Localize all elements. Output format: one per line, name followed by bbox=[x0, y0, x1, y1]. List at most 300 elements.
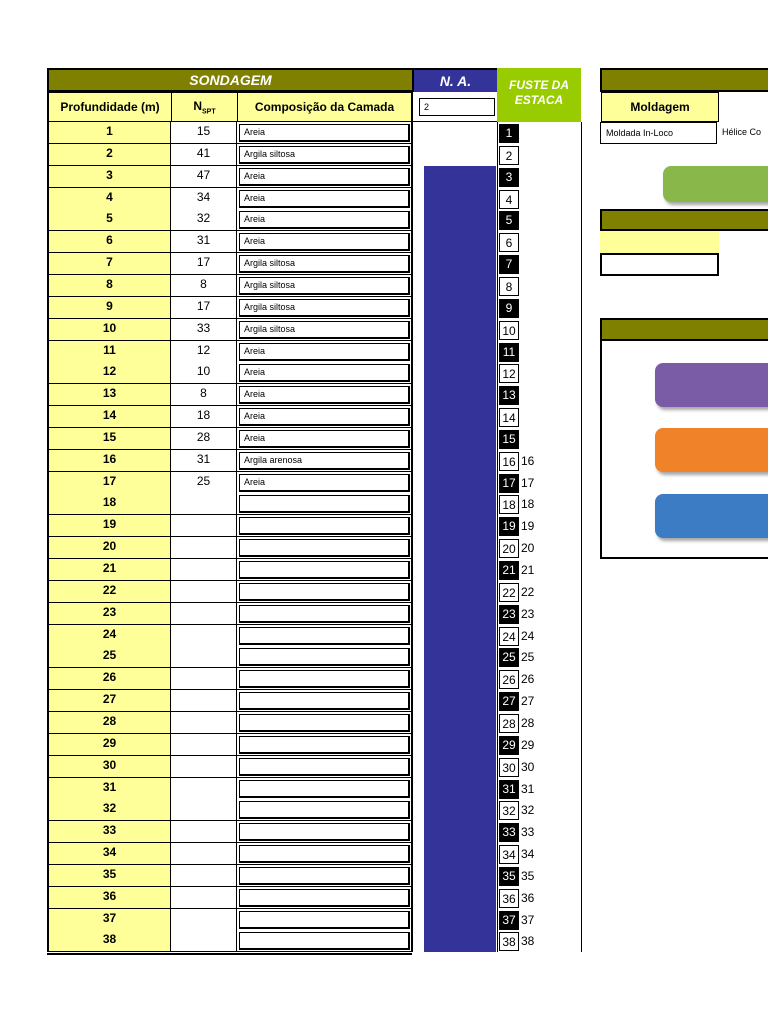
nspt-cell[interactable]: 33 bbox=[171, 319, 237, 341]
composicao-cell bbox=[237, 821, 411, 843]
fuste-cell bbox=[497, 646, 582, 668]
column-header-composicao-label: Composição da Camada bbox=[254, 100, 395, 114]
composicao-cell bbox=[237, 472, 411, 494]
nspt-cell[interactable] bbox=[171, 734, 237, 756]
table-row bbox=[47, 909, 582, 931]
nspt-cell[interactable]: 15 bbox=[171, 122, 237, 144]
fuste-depth-label: 17 bbox=[521, 475, 535, 490]
composicao-cell bbox=[237, 341, 411, 363]
composicao-cell bbox=[237, 450, 411, 472]
profundidade-cell: 27 bbox=[47, 690, 171, 712]
nspt-cell[interactable] bbox=[171, 865, 237, 887]
profundidade-cell: 17 bbox=[47, 472, 171, 494]
water-level-fill bbox=[424, 930, 496, 952]
purple-action-button[interactable] bbox=[655, 363, 768, 407]
profundidade-cell: 20 bbox=[47, 537, 171, 559]
green-action-button[interactable] bbox=[663, 166, 768, 202]
composicao-cell bbox=[237, 166, 411, 188]
water-level-fill bbox=[424, 843, 496, 865]
table-row bbox=[47, 625, 582, 647]
composicao-cell bbox=[237, 537, 411, 559]
fuste-depth-marker: 11 bbox=[499, 343, 519, 362]
table-row bbox=[47, 166, 582, 188]
composicao-select[interactable] bbox=[239, 670, 410, 688]
fuste-depth-marker: 21 bbox=[499, 561, 519, 580]
fuste-depth-marker: 2 bbox=[499, 146, 519, 165]
table-row bbox=[47, 275, 582, 297]
fuste-cell bbox=[497, 166, 582, 188]
fuste-cell bbox=[497, 559, 582, 581]
fuste-depth-marker: 30 bbox=[499, 758, 519, 777]
water-level-fill bbox=[424, 799, 496, 821]
na-cell bbox=[411, 450, 497, 472]
na-cell bbox=[411, 821, 497, 843]
na-value-cell bbox=[411, 92, 497, 122]
composicao-cell bbox=[237, 209, 411, 231]
profundidade-cell: 2 bbox=[47, 144, 171, 166]
composicao-cell bbox=[237, 581, 411, 603]
fuste-cell bbox=[497, 581, 582, 603]
fuste-depth-marker: 19 bbox=[499, 517, 519, 536]
na-cell bbox=[411, 712, 497, 734]
composicao-select[interactable] bbox=[239, 605, 410, 623]
na-cell bbox=[411, 472, 497, 494]
fuste-cell bbox=[497, 865, 582, 887]
composicao-cell bbox=[237, 603, 411, 625]
section-3-header bbox=[600, 318, 768, 341]
na-cell bbox=[411, 384, 497, 406]
fuste-cell bbox=[497, 450, 582, 472]
profundidade-cell: 37 bbox=[47, 909, 171, 931]
water-level-fill bbox=[424, 734, 496, 756]
composicao-cell bbox=[237, 493, 411, 515]
fuste-cell bbox=[497, 231, 582, 253]
water-level-fill bbox=[424, 690, 496, 712]
na-cell bbox=[411, 625, 497, 647]
nspt-cell[interactable]: 10 bbox=[171, 362, 237, 384]
nspt-cell[interactable]: 32 bbox=[171, 209, 237, 231]
nspt-cell[interactable] bbox=[171, 909, 237, 931]
composicao-select[interactable]: Areia bbox=[239, 343, 410, 361]
na-cell bbox=[411, 341, 497, 363]
composicao-select[interactable] bbox=[239, 932, 410, 950]
water-level-fill bbox=[424, 384, 496, 406]
fuste-depth-label: 23 bbox=[521, 606, 535, 621]
composicao-select[interactable] bbox=[239, 823, 410, 841]
composicao-select[interactable]: Areia bbox=[239, 364, 410, 382]
composicao-select[interactable]: Areia bbox=[239, 233, 410, 251]
fuste-depth-marker: 28 bbox=[499, 714, 519, 733]
composicao-cell bbox=[237, 734, 411, 756]
column-header-nspt bbox=[171, 92, 238, 122]
composicao-select[interactable] bbox=[239, 714, 410, 732]
fuste-depth-label: 27 bbox=[521, 694, 535, 709]
nspt-cell[interactable] bbox=[171, 778, 237, 800]
fuste-depth-label: 21 bbox=[521, 563, 535, 577]
moldagem-option-in-loco[interactable] bbox=[600, 122, 717, 144]
moldagem-option-helice-label: Hélice Co bbox=[722, 127, 762, 137]
composicao-select[interactable] bbox=[239, 736, 410, 754]
fuste-depth-label: 31 bbox=[521, 781, 535, 796]
profundidade-cell: 28 bbox=[47, 712, 171, 734]
na-cell bbox=[411, 122, 497, 144]
na-cell bbox=[411, 144, 497, 166]
nspt-label bbox=[193, 99, 215, 115]
composicao-select[interactable]: Areia bbox=[239, 430, 410, 448]
fuste-cell bbox=[497, 144, 582, 166]
composicao-select[interactable] bbox=[239, 845, 410, 863]
nspt-cell[interactable] bbox=[171, 603, 237, 625]
water-level-fill bbox=[424, 646, 496, 668]
fuste-depth-label: 38 bbox=[521, 934, 535, 949]
fuste-depth-marker: 1 bbox=[499, 124, 519, 143]
fuste-depth-marker: 25 bbox=[499, 648, 519, 667]
nspt-cell[interactable]: 18 bbox=[171, 406, 237, 428]
orange-action-button[interactable] bbox=[655, 428, 768, 472]
composicao-select[interactable] bbox=[239, 780, 410, 798]
section-2-yellow-cell[interactable] bbox=[600, 231, 719, 253]
water-level-fill bbox=[424, 209, 496, 231]
table-row bbox=[47, 537, 582, 559]
fuste-depth-marker: 20 bbox=[499, 539, 519, 558]
composicao-cell bbox=[237, 275, 411, 297]
profundidade-cell: 32 bbox=[47, 799, 171, 821]
composicao-cell bbox=[237, 843, 411, 865]
water-level-fill bbox=[424, 428, 496, 450]
nspt-cell[interactable] bbox=[171, 559, 237, 581]
fuste-cell bbox=[497, 625, 582, 647]
table-row bbox=[47, 472, 582, 494]
fuste-depth-marker: 16 bbox=[499, 452, 519, 471]
composicao-select[interactable]: Argila arenosa bbox=[239, 452, 410, 470]
na-cell bbox=[411, 209, 497, 231]
fuste-cell bbox=[497, 515, 582, 537]
fuste-title: FUSTE DA ESTACA bbox=[509, 78, 569, 107]
fuste-depth-label: 32 bbox=[521, 803, 535, 818]
composicao-select[interactable]: Argila siltosa bbox=[239, 299, 410, 317]
water-level-fill bbox=[424, 515, 496, 537]
table-row bbox=[47, 406, 582, 428]
table-row bbox=[47, 756, 582, 778]
fuste-depth-marker: 26 bbox=[499, 670, 519, 689]
fuste-cell bbox=[497, 297, 582, 319]
fuste-cell bbox=[497, 537, 582, 559]
nspt-cell[interactable]: 17 bbox=[171, 297, 237, 319]
fuste-cell bbox=[497, 756, 582, 778]
composicao-select[interactable] bbox=[239, 911, 410, 929]
table-row bbox=[47, 734, 582, 756]
fuste-depth-marker: 3 bbox=[499, 168, 519, 187]
water-level-fill bbox=[424, 319, 496, 341]
profundidade-cell: 5 bbox=[47, 209, 171, 231]
na-cell bbox=[411, 603, 497, 625]
fuste-depth-label: 36 bbox=[521, 890, 535, 905]
na-cell bbox=[411, 428, 497, 450]
profundidade-cell: 4 bbox=[47, 188, 171, 210]
composicao-cell bbox=[237, 712, 411, 734]
table-row bbox=[47, 778, 582, 800]
profundidade-cell: 25 bbox=[47, 646, 171, 668]
nspt-cell[interactable] bbox=[171, 843, 237, 865]
fuste-depth-label: 30 bbox=[521, 759, 535, 774]
nspt-cell[interactable] bbox=[171, 690, 237, 712]
water-level-fill bbox=[424, 625, 496, 647]
profundidade-cell: 18 bbox=[47, 493, 171, 515]
fuste-depth-marker: 10 bbox=[499, 321, 519, 340]
moldagem-header bbox=[601, 92, 719, 122]
table-row bbox=[47, 122, 582, 144]
composicao-select[interactable] bbox=[239, 801, 410, 819]
composicao-select[interactable]: Argila siltosa bbox=[239, 321, 410, 339]
water-level-fill bbox=[424, 253, 496, 275]
na-cell bbox=[411, 909, 497, 931]
table-row bbox=[47, 341, 582, 363]
water-level-fill bbox=[424, 778, 496, 800]
profundidade-cell: 24 bbox=[47, 625, 171, 647]
profundidade-cell: 10 bbox=[47, 319, 171, 341]
nspt-cell[interactable]: 28 bbox=[171, 428, 237, 450]
composicao-select[interactable] bbox=[239, 889, 410, 907]
composicao-select[interactable] bbox=[239, 517, 410, 535]
nspt-cell[interactable]: 34 bbox=[171, 188, 237, 210]
column-header-profundidade-label: Profundidade (m) bbox=[60, 100, 160, 114]
water-level-fill bbox=[424, 887, 496, 909]
table-row bbox=[47, 843, 582, 865]
nspt-cell[interactable]: 25 bbox=[171, 472, 237, 494]
composicao-select[interactable]: Areia bbox=[239, 124, 410, 142]
nspt-cell[interactable] bbox=[171, 821, 237, 843]
table-row bbox=[47, 319, 582, 341]
composicao-select[interactable] bbox=[239, 867, 410, 885]
water-level-fill bbox=[424, 668, 496, 690]
fuste-depth-label: 34 bbox=[521, 847, 535, 862]
nspt-cell[interactable] bbox=[171, 887, 237, 909]
sondagem-header bbox=[47, 68, 412, 92]
table-row bbox=[47, 930, 582, 952]
fuste-cell bbox=[497, 778, 582, 800]
composicao-select[interactable]: Argila siltosa bbox=[239, 255, 410, 273]
fuste-cell bbox=[497, 930, 582, 952]
fuste-depth-marker: 35 bbox=[499, 867, 519, 886]
composicao-select[interactable] bbox=[239, 561, 410, 579]
nspt-cell[interactable] bbox=[171, 581, 237, 603]
nspt-cell[interactable] bbox=[171, 537, 237, 559]
fuste-cell bbox=[497, 690, 582, 712]
table-row bbox=[47, 668, 582, 690]
composicao-cell bbox=[237, 646, 411, 668]
composicao-select[interactable]: Areia bbox=[239, 168, 410, 186]
composicao-select[interactable] bbox=[239, 539, 410, 557]
nspt-cell[interactable]: 41 bbox=[171, 144, 237, 166]
composicao-select[interactable]: Argila siltosa bbox=[239, 277, 410, 295]
fuste-depth-marker: 17 bbox=[499, 474, 519, 493]
composicao-select[interactable]: Areia bbox=[239, 190, 410, 208]
na-cell bbox=[411, 865, 497, 887]
nspt-cell[interactable] bbox=[171, 756, 237, 778]
fuste-depth-marker: 27 bbox=[499, 692, 519, 711]
na-cell bbox=[411, 930, 497, 952]
water-level-fill bbox=[424, 231, 496, 253]
table-bottom-border bbox=[47, 953, 412, 955]
right-panel-header bbox=[600, 68, 768, 92]
fuste-depth-marker: 38 bbox=[499, 932, 519, 951]
profundidade-cell: 34 bbox=[47, 843, 171, 865]
profundidade-cell: 9 bbox=[47, 297, 171, 319]
nspt-cell[interactable] bbox=[171, 646, 237, 668]
fuste-depth-marker: 29 bbox=[499, 736, 519, 755]
water-level-fill bbox=[424, 406, 496, 428]
composicao-cell bbox=[237, 887, 411, 909]
composicao-select[interactable]: Areia bbox=[239, 408, 410, 426]
fuste-depth-label: 26 bbox=[521, 672, 535, 687]
fuste-depth-marker: 37 bbox=[499, 911, 519, 930]
profundidade-cell: 14 bbox=[47, 406, 171, 428]
profundidade-cell: 7 bbox=[47, 253, 171, 275]
fuste-depth-label: 28 bbox=[521, 715, 535, 730]
composicao-cell bbox=[237, 559, 411, 581]
composicao-cell bbox=[237, 297, 411, 319]
profundidade-cell: 19 bbox=[47, 515, 171, 537]
na-cell bbox=[411, 275, 497, 297]
profundidade-cell: 23 bbox=[47, 603, 171, 625]
fuste-cell bbox=[497, 384, 582, 406]
nspt-cell[interactable] bbox=[171, 515, 237, 537]
na-cell bbox=[411, 537, 497, 559]
moldagem-option-helice[interactable] bbox=[717, 122, 768, 144]
composicao-cell bbox=[237, 625, 411, 647]
fuste-depth-label: 22 bbox=[521, 584, 535, 599]
table-row bbox=[47, 362, 582, 384]
na-cell bbox=[411, 646, 497, 668]
na-input[interactable]: 2 bbox=[419, 98, 495, 116]
profundidade-cell: 1 bbox=[47, 122, 171, 144]
nspt-cell[interactable] bbox=[171, 930, 237, 952]
fuste-cell bbox=[497, 428, 582, 450]
composicao-select[interactable]: Areia bbox=[239, 386, 410, 404]
moldagem-label: Moldagem bbox=[630, 100, 690, 114]
profundidade-cell: 13 bbox=[47, 384, 171, 406]
water-level-fill bbox=[424, 909, 496, 931]
fuste-depth-label: 16 bbox=[521, 453, 535, 468]
nspt-cell[interactable]: 12 bbox=[171, 341, 237, 363]
na-cell bbox=[411, 668, 497, 690]
nspt-cell[interactable] bbox=[171, 493, 237, 515]
profundidade-cell: 35 bbox=[47, 865, 171, 887]
water-level-fill bbox=[424, 450, 496, 472]
composicao-select[interactable] bbox=[239, 758, 410, 776]
fuste-cell bbox=[497, 734, 582, 756]
profundidade-cell: 26 bbox=[47, 668, 171, 690]
table-row bbox=[47, 581, 582, 603]
fuste-depth-label: 29 bbox=[521, 737, 535, 752]
composicao-cell bbox=[237, 362, 411, 384]
nspt-sub: SPT bbox=[202, 108, 216, 116]
composicao-cell bbox=[237, 384, 411, 406]
composicao-cell bbox=[237, 231, 411, 253]
water-level-fill bbox=[424, 559, 496, 581]
fuste-cell bbox=[497, 406, 582, 428]
nspt-cell[interactable] bbox=[171, 668, 237, 690]
profundidade-cell: 15 bbox=[47, 428, 171, 450]
table-row bbox=[47, 428, 582, 450]
na-cell bbox=[411, 887, 497, 909]
table-row bbox=[47, 887, 582, 909]
composicao-cell bbox=[237, 668, 411, 690]
fuste-depth-marker: 6 bbox=[499, 233, 519, 252]
composicao-select[interactable] bbox=[239, 495, 410, 513]
nspt-cell[interactable] bbox=[171, 799, 237, 821]
fuste-depth-marker: 32 bbox=[499, 801, 519, 820]
nspt-cell[interactable]: 47 bbox=[171, 166, 237, 188]
table-row bbox=[47, 188, 582, 210]
section-2-input[interactable] bbox=[600, 253, 719, 276]
fuste-cell bbox=[497, 253, 582, 275]
table-row bbox=[47, 821, 582, 843]
profundidade-cell: 31 bbox=[47, 778, 171, 800]
nspt-cell[interactable]: 31 bbox=[171, 231, 237, 253]
water-level-fill bbox=[424, 865, 496, 887]
nspt-cell[interactable]: 8 bbox=[171, 275, 237, 297]
profundidade-cell: 6 bbox=[47, 231, 171, 253]
composicao-cell bbox=[237, 428, 411, 450]
fuste-cell bbox=[497, 341, 582, 363]
column-header-profundidade bbox=[47, 92, 172, 122]
table-row bbox=[47, 646, 582, 668]
fuste-cell bbox=[497, 362, 582, 384]
water-level-fill bbox=[424, 712, 496, 734]
composicao-select[interactable] bbox=[239, 648, 410, 666]
nspt-cell[interactable]: 17 bbox=[171, 253, 237, 275]
table-row bbox=[47, 712, 582, 734]
composicao-select[interactable]: Areia bbox=[239, 474, 410, 492]
fuste-depth-marker: 24 bbox=[499, 627, 519, 646]
water-level-fill bbox=[424, 362, 496, 384]
nspt-cell[interactable] bbox=[171, 625, 237, 647]
fuste-depth-label: 24 bbox=[521, 628, 535, 643]
composicao-cell bbox=[237, 188, 411, 210]
composicao-select[interactable] bbox=[239, 627, 410, 645]
nspt-cell[interactable]: 8 bbox=[171, 384, 237, 406]
table-row bbox=[47, 253, 582, 275]
table-row bbox=[47, 865, 582, 887]
blue-action-button[interactable] bbox=[655, 494, 768, 538]
na-title: N. A. bbox=[439, 73, 472, 89]
composicao-cell bbox=[237, 778, 411, 800]
composicao-cell bbox=[237, 406, 411, 428]
composicao-select[interactable]: Areia bbox=[239, 211, 410, 229]
profundidade-cell: 21 bbox=[47, 559, 171, 581]
composicao-select[interactable] bbox=[239, 692, 410, 710]
composicao-select[interactable]: Argila siltosa bbox=[239, 146, 410, 164]
composicao-cell bbox=[237, 909, 411, 931]
profundidade-cell: 8 bbox=[47, 275, 171, 297]
column-header-composicao bbox=[237, 92, 412, 122]
composicao-select[interactable] bbox=[239, 583, 410, 601]
nspt-main: N bbox=[193, 98, 203, 113]
na-cell bbox=[411, 843, 497, 865]
na-cell bbox=[411, 493, 497, 515]
fuste-depth-marker: 18 bbox=[499, 495, 519, 514]
fuste-depth-marker: 4 bbox=[499, 190, 519, 209]
fuste-depth-marker: 8 bbox=[499, 277, 519, 296]
fuste-depth-marker: 36 bbox=[499, 889, 519, 908]
nspt-cell[interactable]: 31 bbox=[171, 450, 237, 472]
nspt-cell[interactable] bbox=[171, 712, 237, 734]
water-level-fill bbox=[424, 581, 496, 603]
na-header bbox=[412, 68, 497, 92]
sondagem-title: SONDAGEM bbox=[189, 72, 272, 88]
fuste-cell bbox=[497, 799, 582, 821]
